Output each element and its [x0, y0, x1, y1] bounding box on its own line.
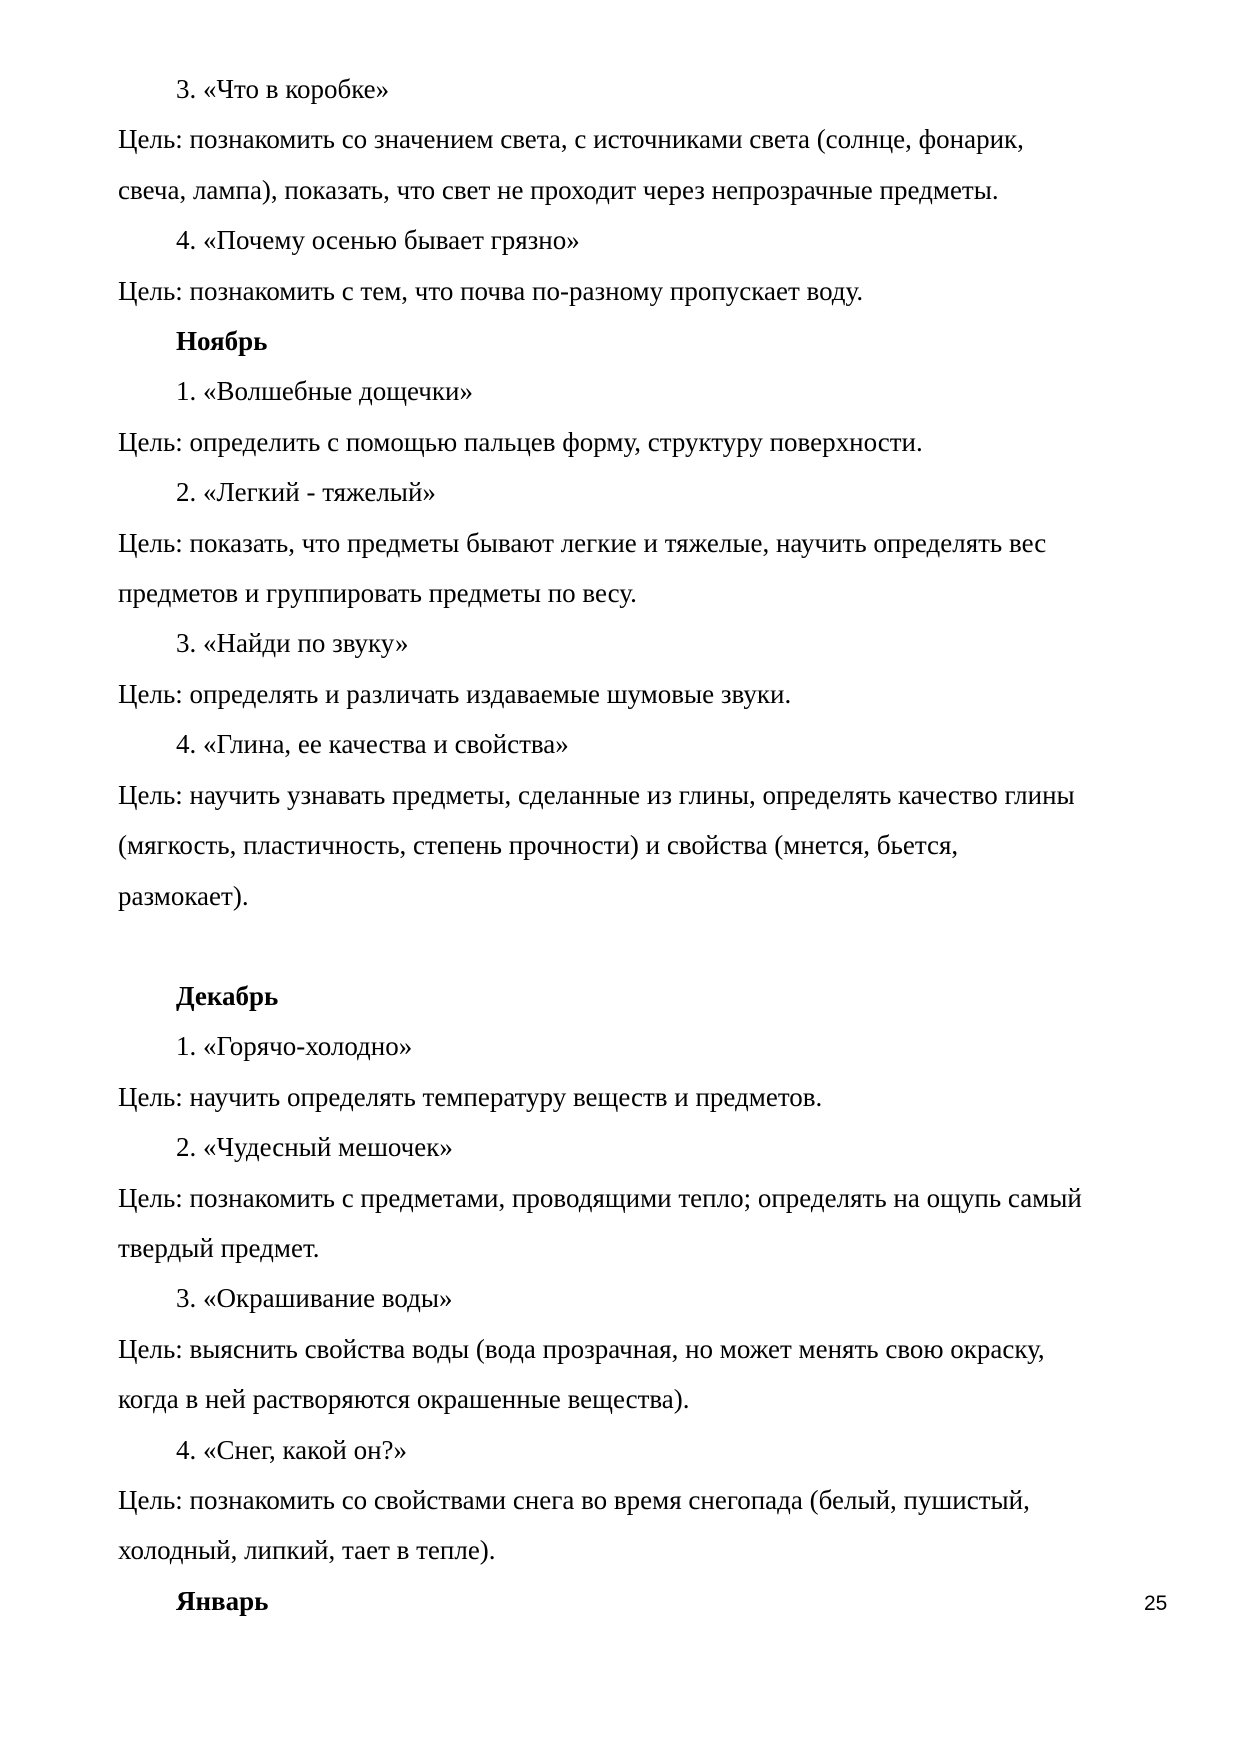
goal-text: Цель: определить с помощью пальцев форму, структуру поверхности.: [118, 426, 923, 457]
goal-text: Цель: познакомить с предметами, проводящими тепло; определять на ощупь самый: [118, 1182, 1082, 1213]
goal-text: Цель: выяснить свойства воды (вода прозрачная, но может менять свою окраску,: [118, 1333, 1045, 1364]
experiment-title: 3. «Найди по звуку»: [176, 628, 409, 659]
goal-text: холодный, липкий, тает в тепле).: [118, 1535, 496, 1566]
page-number: 25: [1144, 1592, 1168, 1615]
goal-text: размокает).: [118, 880, 249, 911]
experiment-title: 3. «Окрашивание воды»: [176, 1283, 453, 1314]
page-content: [118, 64, 1178, 1626]
goal-text: Цель: познакомить с тем, что почва по-разному пропускает воду.: [118, 275, 864, 306]
experiment-title: 2. «Легкий - тяжелый»: [176, 477, 436, 508]
month-heading-january: Январь: [176, 1585, 269, 1616]
blank-line: [118, 921, 1178, 971]
goal-text: (мягкость, пластичность, степень прочности) и свойства (мнется, бьется,: [118, 830, 959, 861]
experiment-title: 4. «Снег, какой он?»: [176, 1434, 408, 1465]
experiment-title: 4. «Глина, ее качества и свойства»: [176, 729, 569, 760]
goal-text: Цель: показать, что предметы бывают легкие и тяжелые, научить определять вес: [118, 527, 1047, 558]
month-heading-december: Декабрь: [176, 980, 279, 1011]
goal-text: Цель: научить узнавать предметы, сделанные из глины, определять качество глины: [118, 779, 1075, 810]
experiment-title: 2. «Чудесный мешочек»: [176, 1132, 453, 1163]
goal-text: твердый предмет.: [118, 1232, 320, 1263]
goal-text: когда в ней растворяются окрашенные вещества).: [118, 1384, 690, 1415]
experiment-title: 3. «Что в коробке»: [176, 74, 390, 104]
goal-text: предметов и группировать предметы по весу.: [118, 578, 637, 609]
goal-text: Цель: познакомить со значением света, с источниками света (солнце, фонарик,: [118, 124, 1024, 155]
goal-text: свеча, лампа), показать, что свет не проходит через непрозрачные предметы.: [118, 174, 999, 205]
goal-text: Цель: научить определять температуру веществ и предметов.: [118, 1081, 823, 1112]
experiment-title: 1. «Волшебные дощечки»: [176, 376, 473, 407]
experiment-title: 4. «Почему осенью бывает грязно»: [176, 225, 580, 256]
month-heading-november: Ноябрь: [176, 326, 268, 357]
goal-text: Цель: определять и различать издаваемые шумовые звуки.: [118, 678, 792, 709]
goal-text: Цель: познакомить со свойствами снега во время снегопада (белый, пушистый,: [118, 1484, 1030, 1515]
experiment-title: 1. «Горячо-холодно»: [176, 1031, 413, 1062]
